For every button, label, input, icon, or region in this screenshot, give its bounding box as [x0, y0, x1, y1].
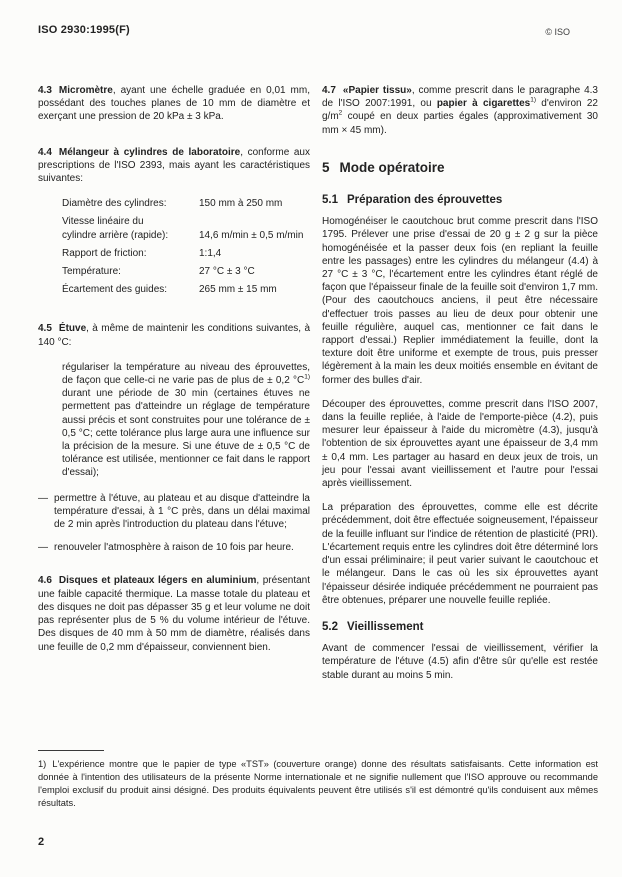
- section-4-4-number: 4.4: [38, 146, 52, 158]
- section-4-7-text: , comme prescrit dans le paragraphe 4.3 de l'ISO 2007:1991, ou: [322, 85, 598, 110]
- left-column: [38, 84, 310, 654]
- paragraph: Homogénéiser le caoutchouc brut comme prescrit dans l'ISO 1795. Prélever une prise d'essai de 20 g ± 2 g sur la pièce homogénéisée et la passer deux fois (en repliant la feuille entre les passages) entre les cylindres du mélangeur (4.4) à 27 °C ± 3 °C, l'écartement entre les cylindres étant réglé de façon que l'épaisseur finale de la feuille soit d'environ 1,7 mm. (Pour des caoutchoucs anciens, il peut être nécessaire d'effectuer trois passes au lieu de deux pour obtenir une feuille régulière, auquel cas, mentionner ce fait dans le rapport d'essai.) Replier immédiatement la feuille, dont la texture doit être uniforme et exempte de trous, puis presser légèrement à la main les deux moitiés ensemble en évitant de former des bulles d'air.: [322, 216, 598, 386]
- spec-row: [62, 197, 310, 210]
- section-4-7-text: coupé en deux parties égales (approximativement 30 mm × 45 mm).: [322, 111, 598, 136]
- spec-label: Température:: [62, 266, 121, 278]
- section-4-6-text: , présentant une faible capacité thermique. La masse totale du plateau et des disques ne doit pas dépasser 35 g et leur volume ne doit pas représenter plus de 5 % du volume intérieur de l'étuve. Des disques de 40 mm à 50 mm de diamètre, réalisés dans une feuille de 0,2 mm d'épaisseur, conviennent bien.: [38, 575, 310, 653]
- copyright-notice: © ISO: [545, 27, 570, 37]
- section-4-5: [38, 322, 310, 348]
- footnote-text: L'expérience montre que le papier de type «TST» (couverture orange) donne des résultats satisfaisants. Cette information est donnée à l'intention des utilisateurs de la présente Norme internationale et ne signifie nullement que l'ISO approuve ou recommande l'emploi exclusif du produit ainsi désigné. Des produits équivalents peuvent être utilisés s'il est démontré qu'ils conduisent aux mêmes résultats.: [38, 759, 598, 808]
- document-reference: ISO 2930:1995(F): [38, 24, 130, 36]
- heading-number: 5.1: [322, 194, 338, 207]
- section-4-7-number: 4.7: [322, 85, 336, 96]
- spec-label: Diamètre des cylindres:: [62, 198, 167, 210]
- section-4-5-title: Étuve: [58, 323, 87, 335]
- section-4-6: [38, 574, 310, 653]
- section-4-4-text: , conforme aux prescriptions de l'ISO 2393, mais ayant les caractéristiques suivantes:: [38, 146, 310, 185]
- section-4-7-text: d'environ 22 g/m: [322, 98, 598, 123]
- spec-label: Écartement des guides:: [62, 284, 168, 296]
- section-5-2-heading: [322, 621, 598, 634]
- heading-number: 5.2: [322, 620, 338, 633]
- section-4-7: [322, 84, 598, 137]
- section-4-3-title: Micromètre: [58, 85, 113, 96]
- footnote-paragraph: [38, 758, 598, 810]
- footnote-marker: 1): [38, 759, 47, 769]
- spec-value: 150 mm à 250 mm: [199, 198, 283, 210]
- footnote: [38, 750, 598, 810]
- spec-row: [62, 265, 310, 278]
- section-4-6-number: 4.6: [38, 575, 52, 587]
- note-text: régulariser la température au niveau des éprouvettes, de façon que celle-ci ne varie pas de plus de ± 0,2 °C: [62, 361, 310, 387]
- list-item-text: renouveler l'atmosphère à raison de 10 fois par heure.: [54, 542, 294, 554]
- page-number: 2: [38, 836, 45, 848]
- heading-number: 5: [322, 159, 330, 175]
- section-4-6-title: Disques et plateaux légers en aluminium: [58, 575, 257, 587]
- list-item-text: permettre à l'étuve, au plateau et au disque d'atteindre la température d'essai, à 1 °C près, dans un délai maximal de 2 min après l'introduction du plateau dans l'étuve;: [54, 492, 310, 531]
- heading-title: Vieillissement: [347, 620, 424, 633]
- spec-value: 1:1,4: [199, 247, 222, 259]
- dash-marker: —: [38, 542, 48, 554]
- spec-value: 27 °C ± 3 °C: [199, 266, 255, 278]
- spec-value: 14,6 m/min ± 0,5 m/min: [199, 229, 304, 241]
- section-5-1-heading: [322, 194, 598, 207]
- right-column: [322, 84, 598, 682]
- spec-row: [62, 283, 310, 296]
- note-text: durant une période de 30 min (certaines étuves ne permettent pas d'atteindre un réglage de température aussi précis et sont construites pour une tolérance de ± 0,5 °C; cette tolérance plus large aura une influence sur la précision de la mesure. Si une étuve de ± 0,5 °C de tolérance est utilisée, mentionner ce fait dans le rapport d'essai);: [62, 388, 310, 479]
- inline-bold-term: papier à cigarettes: [436, 98, 531, 110]
- superscript-exponent: 2: [338, 110, 343, 118]
- section-4-3-text: , ayant une échelle graduée en 0,01 mm, possédant des touches planes de 10 mm de diamètre et exerçant une pression de 20 kPa ± 3 kPa.: [38, 85, 310, 123]
- spec-table: [62, 197, 310, 296]
- list-item: [38, 492, 310, 532]
- section-4-3: [38, 84, 310, 124]
- list-item: [38, 541, 310, 554]
- section-4-5-number: 4.5: [38, 323, 52, 335]
- paragraph: Découper des éprouvettes, comme prescrit dans l'ISO 2007, dans la feuille repliée, à l'aide de l'emporte-pièce (4.2), puis mesurer leur épaisseur à l'aide du micromètre (4.3), jusqu'à l'obtention de six éprouvettes ayant une épaisseur de 3,4 mm ± 0,4 mm. Les partager au hasard en deux jeux de trois, un jeu pour l'essai avant vieillissement et l'autre pour l'essai après vieillissement.: [322, 398, 598, 490]
- heading-title: Préparation des éprouvettes: [347, 194, 503, 207]
- paragraph: La préparation des éprouvettes, comme elle est décrite précédemment, doit être effectuée soigneusement, l'épaisseur de la feuille influant sur l'indice de rétention de plasticité (PRI). L'écartement requis entre les cylindres doit être déterminé lors d'un essai préliminaire; il peut varier suivant le caoutchouc et le mélangeur. Dans le cas où les six éprouvettes ayant l'épaisseur désirée indiquée précédemment ne pourraient pas être obtenues, préparer une nouvelle feuille repliée.: [322, 502, 598, 606]
- heading-title: Mode opératoire: [339, 159, 445, 175]
- spec-label: Rapport de friction:: [62, 247, 147, 259]
- footnote-reference: 1): [530, 96, 537, 104]
- section-4-4-title: Mélangeur à cylindres de laboratoire: [58, 146, 241, 158]
- section-4-5-note: [62, 361, 310, 480]
- section-4-5-text: , à même de maintenir les conditions suivantes, à 140 °C:: [38, 323, 310, 348]
- section-4-4: [38, 146, 310, 186]
- section-4-7-title: «Papier tissu»: [342, 85, 412, 96]
- dash-marker: —: [38, 492, 48, 504]
- section-4-3-number: 4.3: [38, 85, 52, 96]
- spec-row: [62, 247, 310, 260]
- footnote-divider: [38, 750, 104, 751]
- paragraph: Avant de commencer l'essai de vieillissement, vérifier la température de l'étuve (4.5) afin d'être sûr qu'elle est restée stable durant au moins 5 min.: [322, 643, 598, 681]
- section-5-heading: [322, 161, 598, 174]
- spec-row: [62, 215, 310, 241]
- spec-label: Vitesse linéaire du cylindre arrière (rapide):: [62, 216, 169, 241]
- spec-value: 265 mm ± 15 mm: [199, 284, 277, 296]
- footnote-reference: 1): [304, 373, 310, 381]
